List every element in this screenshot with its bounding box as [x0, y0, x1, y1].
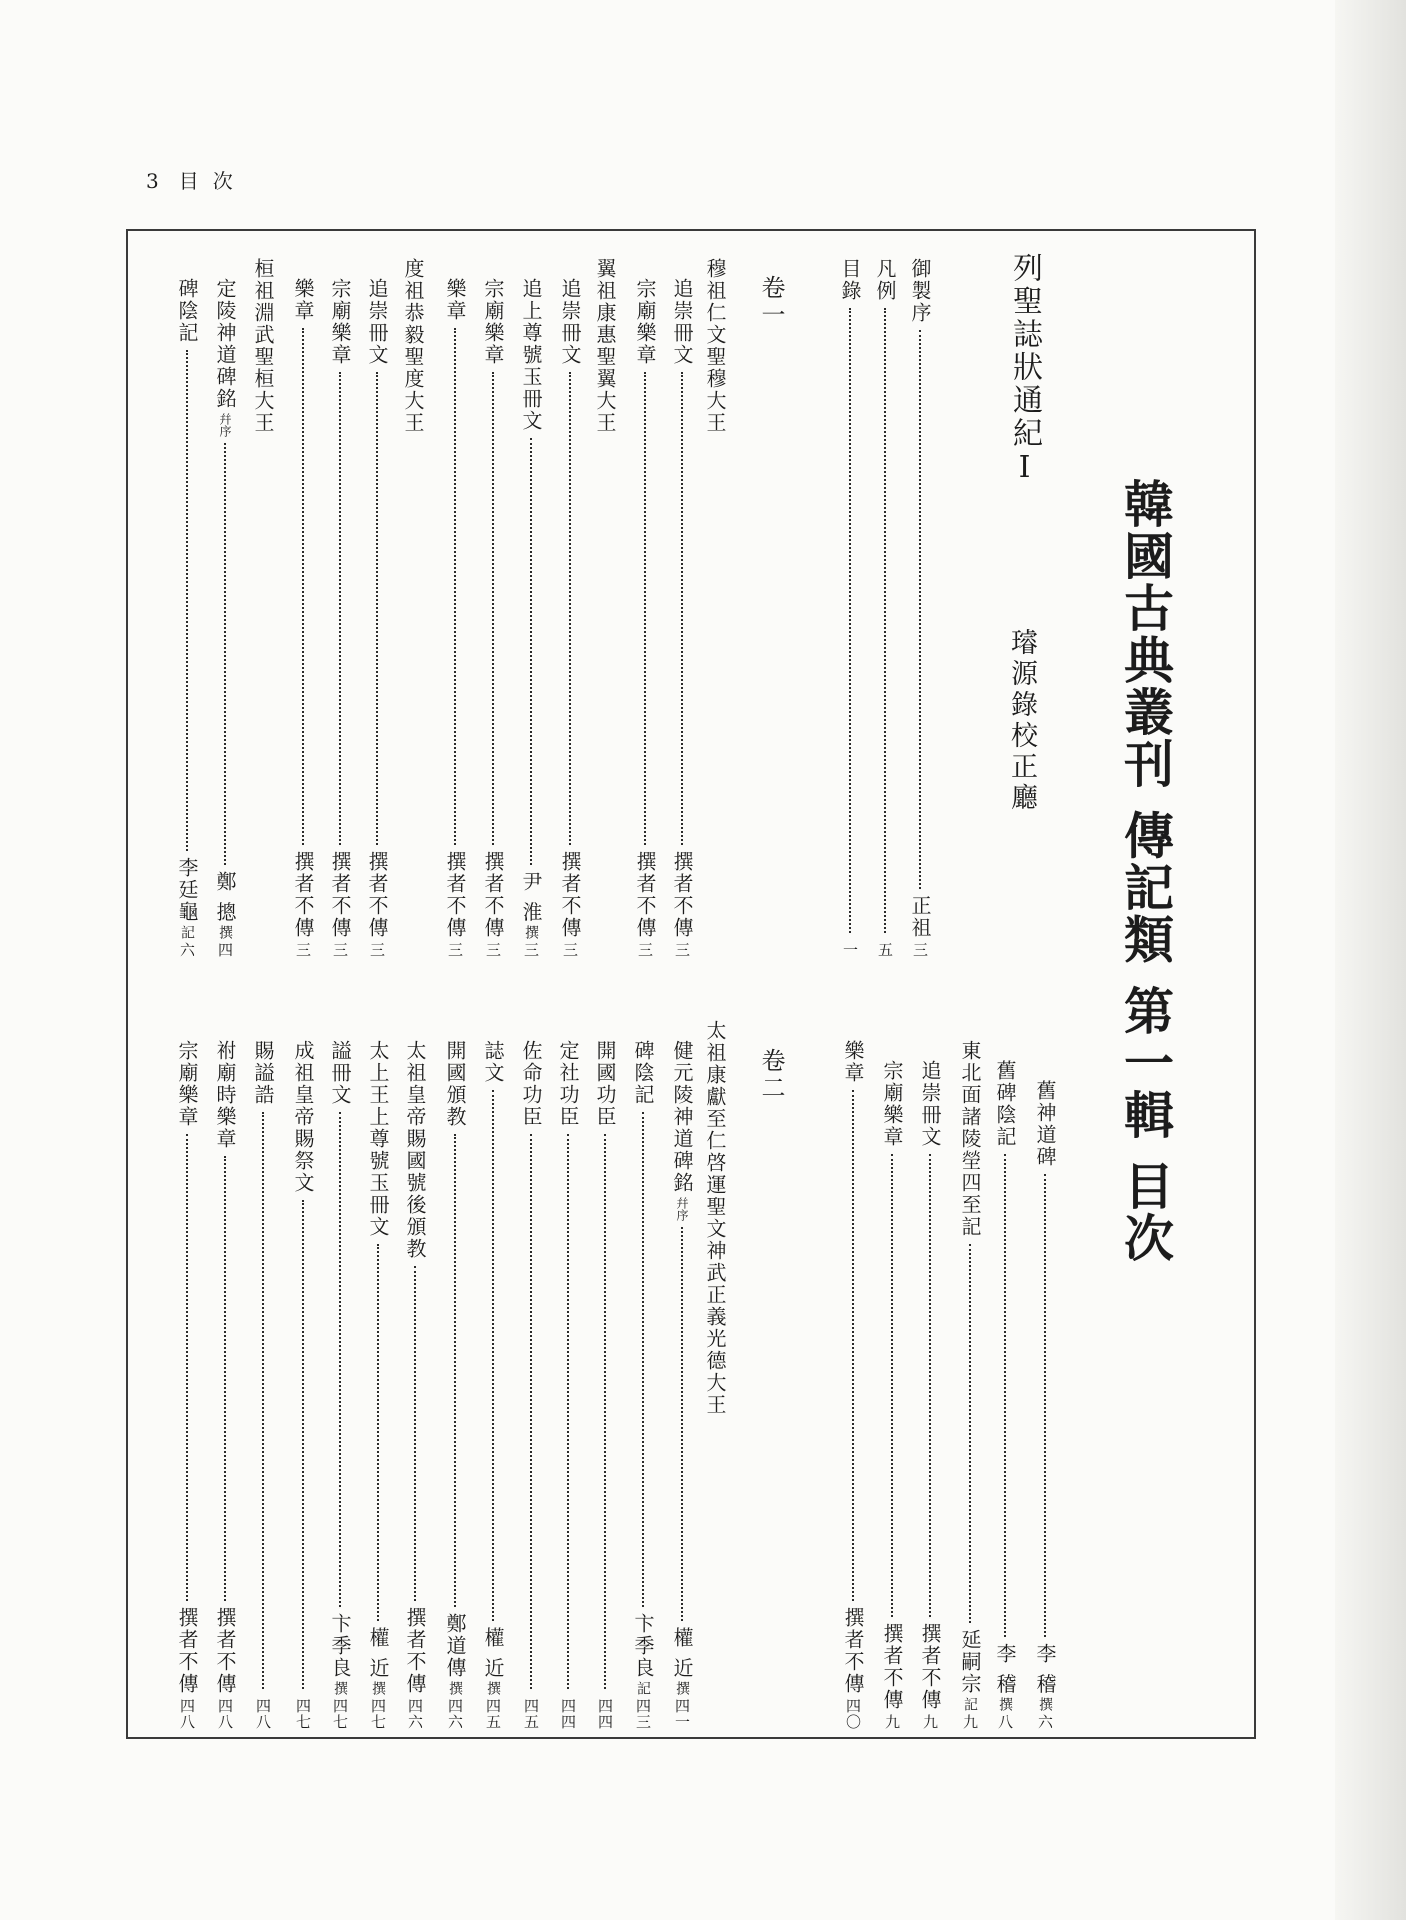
entry-author: 李 稽 [1033, 1642, 1057, 1695]
entry-title: 追崇冊文 [365, 278, 389, 366]
leader-dots [929, 1154, 931, 1617]
entry-page: 四四 [559, 1698, 577, 1730]
entry-title: 宗廟樂章 [175, 1040, 199, 1128]
entry-title: 東北面諸陵塋四至記 [958, 1040, 982, 1238]
entry-author: 權 近 [366, 1626, 390, 1679]
leader-dots [454, 328, 456, 845]
entry-suffix: 記 [962, 1697, 978, 1711]
page-edge-shadow [1335, 0, 1406, 1920]
entry-author: 撰者不傳 [918, 1623, 942, 1711]
entry-author: 撰者不傳 [633, 851, 657, 939]
entry-title: 謚冊文 [328, 1040, 352, 1106]
entry-note: 幷序 [675, 1197, 689, 1221]
entry-title: 宗廟樂章 [880, 1060, 904, 1148]
entry-title: 追上尊號玉冊文 [519, 278, 543, 432]
entry-author: 權 近 [481, 1626, 505, 1679]
leader-dots [891, 1154, 893, 1617]
entry-title: 誌文 [481, 1040, 505, 1084]
entry-page: 九 [883, 1714, 901, 1730]
entry-page: 六 [178, 942, 196, 958]
entry-title: 凡例 [873, 258, 897, 302]
entry-page: 四三 [634, 1698, 652, 1730]
entry-author: 尹 淮 [519, 870, 543, 923]
entry-page: 九 [921, 1714, 939, 1730]
leader-dots [492, 1090, 494, 1621]
leader-dots [604, 1134, 606, 1689]
entry-page: 四七 [331, 1698, 349, 1730]
leader-dots [454, 1134, 456, 1607]
entry-title: 目錄 [838, 258, 862, 302]
entry-author: 卞季良 [328, 1613, 352, 1679]
entry-title: 健元陵神道碑銘 [670, 1040, 694, 1194]
entry-suffix: 撰 [523, 925, 539, 939]
entry-author: 權 近 [670, 1626, 694, 1679]
entry-page: 三 [561, 942, 579, 958]
entry-title: 祔廟時樂章 [213, 1040, 237, 1150]
entry-title: 追崇冊文 [670, 278, 694, 366]
entry-title: 太上王上尊號玉冊文 [366, 1040, 390, 1238]
entry-title: 舊神道碑 [1033, 1080, 1057, 1168]
leader-dots [919, 330, 921, 889]
entry-title: 舊碑陰記 [993, 1060, 1017, 1148]
leader-dots [186, 1134, 188, 1601]
main-title: 韓國古典叢刊 傳記類 第一輯 目次 [1116, 478, 1174, 1265]
entry-page: 四六 [446, 1698, 464, 1730]
volume1-heading: 卷一 [757, 275, 785, 329]
entry-title: 宗廟樂章 [328, 278, 352, 366]
leader-dots [644, 372, 646, 845]
entry-suffix: 撰 [447, 1681, 463, 1695]
leader-dots [414, 1266, 416, 1601]
entry-title: 樂章 [291, 278, 315, 322]
leader-dots [224, 1156, 226, 1601]
entry-author: 撰者不傳 [481, 851, 505, 939]
entry-page: 三 [911, 942, 929, 958]
entry-page: 三 [636, 942, 654, 958]
entry-title: 太祖皇帝賜國號後頒教 [403, 1040, 427, 1260]
leader-dots [569, 372, 571, 845]
entry-page: 四八 [178, 1698, 196, 1730]
entry-author: 鄭 摠 [213, 870, 237, 923]
entry-page: 四七 [294, 1698, 312, 1730]
header-label: 目次 [178, 169, 247, 193]
entry-suffix: 撰 [997, 1697, 1013, 1711]
entry-title: 穆祖仁文聖穆大王 [703, 258, 727, 434]
entry-title: 定社功臣 [556, 1040, 580, 1128]
entry-title: 桓祖淵武聖桓大王 [251, 258, 275, 434]
entry-page: 四八 [254, 1698, 272, 1730]
entry-author: 撰者不傳 [403, 1607, 427, 1695]
entry-author: 撰者不傳 [558, 851, 582, 939]
entry-title: 成祖皇帝賜祭文 [291, 1040, 315, 1194]
page-number: 3 [146, 169, 161, 193]
leader-dots [849, 308, 851, 933]
entry-author: 撰者不傳 [841, 1607, 865, 1695]
leader-dots [681, 1227, 683, 1621]
entry-page: 三 [522, 942, 540, 958]
entry-suffix: 記 [635, 1681, 651, 1695]
entry-author: 撰者不傳 [670, 851, 694, 939]
leader-dots [302, 1200, 304, 1689]
leader-dots [302, 328, 304, 845]
entry-title: 碑陰記 [175, 278, 199, 344]
entry-page: 六 [1036, 1714, 1054, 1730]
entry-page: 四五 [484, 1698, 502, 1730]
entry-page: 三 [446, 942, 464, 958]
entry-title: 樂章 [443, 278, 467, 322]
entry-title: 追崇冊文 [558, 278, 582, 366]
entry-author: 卞季良 [631, 1613, 655, 1679]
entry-suffix: 撰 [1037, 1697, 1053, 1711]
entry-page: 九 [961, 1714, 979, 1730]
entry-author: 鄭道傳 [443, 1613, 467, 1679]
leader-dots [339, 372, 341, 845]
entry-suffix: 撰 [370, 1681, 386, 1695]
volume2-heading: 卷二 [757, 1048, 785, 1102]
leader-dots [530, 1134, 532, 1689]
leader-dots [1044, 1174, 1046, 1637]
leader-dots [852, 1090, 854, 1601]
leader-dots [567, 1134, 569, 1689]
leader-dots [969, 1244, 971, 1623]
leader-dots [884, 308, 886, 933]
entry-page: 三 [331, 942, 349, 958]
entry-page: 三 [294, 942, 312, 958]
entry-page: 四四 [596, 1698, 614, 1730]
entry-title: 太祖康獻至仁啓運聖文神武正義光德大王 [703, 1020, 727, 1416]
entry-title: 賜謚誥 [251, 1040, 275, 1106]
entry-page: 四六 [406, 1698, 424, 1730]
entry-title: 宗廟樂章 [633, 278, 657, 366]
leader-dots [224, 443, 226, 865]
leader-dots [1004, 1154, 1006, 1637]
leader-dots [642, 1112, 644, 1607]
entry-author: 撰者不傳 [328, 851, 352, 939]
leader-dots [681, 372, 683, 845]
entry-suffix: 撰 [217, 925, 233, 939]
leader-dots [376, 372, 378, 845]
entry-author: 李廷龜 [175, 857, 199, 923]
entry-author: 撰者不傳 [175, 1607, 199, 1695]
entry-author: 正祖 [908, 895, 932, 939]
entry-title: 碑陰記 [631, 1040, 655, 1106]
entry-title: 度祖恭毅聖度大王 [401, 258, 425, 434]
book-compiler: 璿源錄校正廳 [1006, 628, 1037, 814]
entry-suffix: 撰 [674, 1681, 690, 1695]
entry-page: 五 [876, 942, 894, 958]
leader-dots [339, 1112, 341, 1607]
entry-title: 開國功臣 [593, 1040, 617, 1128]
entry-author: 延嗣宗 [958, 1629, 982, 1695]
entry-title: 開國頒教 [443, 1040, 467, 1128]
entry-page: 四 [216, 942, 234, 958]
book-title: 列聖誌狀通紀Ⅰ [1007, 252, 1042, 488]
entry-author: 撰者不傳 [291, 851, 315, 939]
entry-title: 追崇冊文 [918, 1060, 942, 1148]
entry-note: 幷序 [218, 413, 232, 437]
entry-title: 樂章 [841, 1040, 865, 1084]
entry-author: 撰者不傳 [443, 851, 467, 939]
entry-page: 四一 [673, 1698, 691, 1730]
leader-dots [377, 1244, 379, 1621]
entry-page: 一 [841, 942, 859, 958]
entry-author: 撰者不傳 [365, 851, 389, 939]
entry-suffix: 撰 [485, 1681, 501, 1695]
page-header [146, 165, 247, 194]
leader-dots [186, 350, 188, 851]
leader-dots [530, 438, 532, 865]
entry-page: 八 [996, 1714, 1014, 1730]
entry-title: 御製序 [908, 258, 932, 324]
entry-page: 四七 [369, 1698, 387, 1730]
entry-suffix: 記 [179, 925, 195, 939]
entry-suffix: 撰 [332, 1681, 348, 1695]
leader-dots [492, 372, 494, 845]
leader-dots [262, 1112, 264, 1689]
entry-title: 佐命功臣 [519, 1040, 543, 1128]
entry-page: 三 [673, 942, 691, 958]
entry-page: 四〇 [844, 1698, 862, 1730]
entry-page: 三 [484, 942, 502, 958]
entry-title: 定陵神道碑銘 [213, 278, 237, 410]
entry-page: 三 [368, 942, 386, 958]
entry-author: 李 稽 [993, 1642, 1017, 1695]
entry-author: 撰者不傳 [880, 1623, 904, 1711]
entry-page: 四五 [522, 1698, 540, 1730]
entry-title: 宗廟樂章 [481, 278, 505, 366]
entry-page: 四八 [216, 1698, 234, 1730]
entry-title: 翼祖康惠聖翼大王 [593, 258, 617, 434]
entry-author: 撰者不傳 [213, 1607, 237, 1695]
